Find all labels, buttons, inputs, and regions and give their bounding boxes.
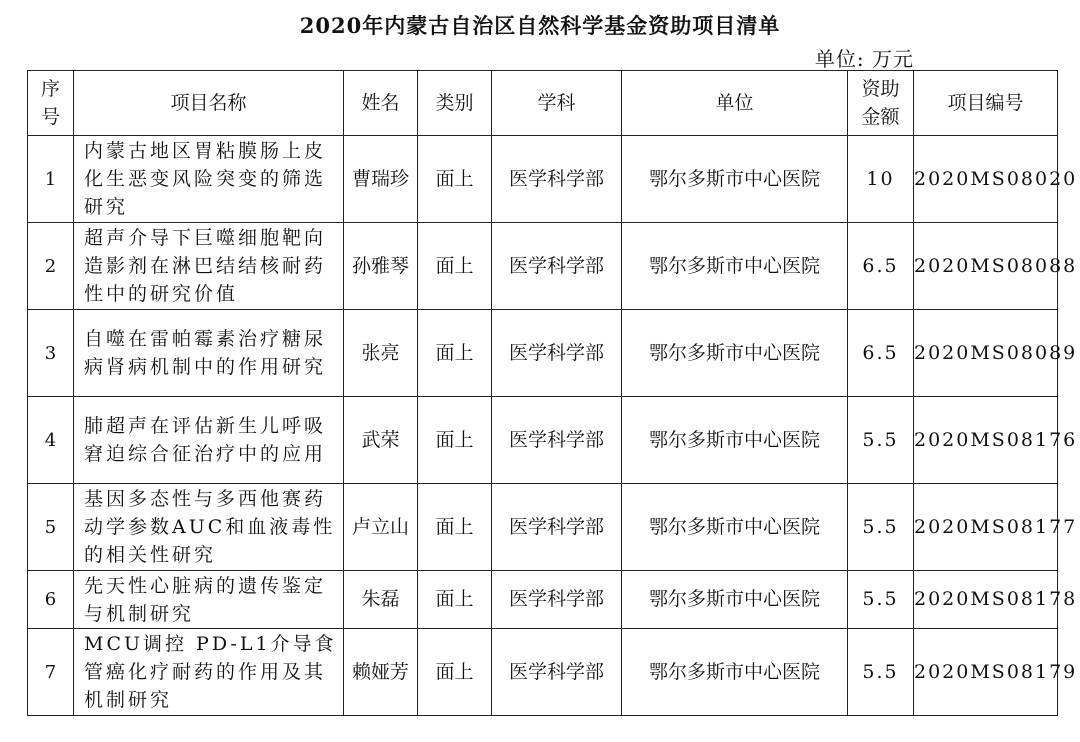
cell-no: 6 [28, 571, 74, 629]
cell-org: 鄂尔多斯市中心医院 [622, 223, 848, 310]
cell-org: 鄂尔多斯市中心医院 [622, 136, 848, 223]
cell-name: 孙雅琴 [344, 223, 418, 310]
cell-no: 7 [28, 629, 74, 716]
header-amount: 资助金额 [848, 71, 914, 136]
cell-project: 基因多态性与多西他赛药动学参数AUC和血液毒性的相关性研究 [74, 484, 344, 571]
cell-no: 4 [28, 397, 74, 484]
header-no: 序号 [28, 71, 74, 136]
table-row [28, 484, 1058, 571]
cell-code: 2020MS08020 [914, 136, 1058, 223]
cell-amount: 5.5 [848, 484, 914, 571]
cell-amount: 6.5 [848, 310, 914, 397]
cell-discipline: 医学科学部 [492, 223, 622, 310]
cell-name: 曹瑞珍 [344, 136, 418, 223]
cell-code: 2020MS08176 [914, 397, 1058, 484]
cell-name: 赖娅芳 [344, 629, 418, 716]
cell-no: 2 [28, 223, 74, 310]
cell-no: 3 [28, 310, 74, 397]
cell-discipline: 医学科学部 [492, 571, 622, 629]
table-row [28, 629, 1058, 716]
cell-no: 5 [28, 484, 74, 571]
cell-no: 1 [28, 136, 74, 223]
cell-org: 鄂尔多斯市中心医院 [622, 571, 848, 629]
table-row [28, 397, 1058, 484]
cell-category: 面上 [418, 397, 492, 484]
cell-org: 鄂尔多斯市中心医院 [622, 310, 848, 397]
cell-category: 面上 [418, 310, 492, 397]
header-code: 项目编号 [914, 71, 1058, 136]
cell-name: 张亮 [344, 310, 418, 397]
cell-code: 2020MS08179 [914, 629, 1058, 716]
table-row [28, 571, 1058, 629]
cell-amount: 5.5 [848, 629, 914, 716]
document-title: 2020年内蒙古自治区自然科学基金资助项目清单 [299, 13, 781, 38]
cell-amount: 5.5 [848, 571, 914, 629]
cell-category: 面上 [418, 571, 492, 629]
funding-table [27, 70, 1078, 716]
cell-amount: 5.5 [848, 397, 914, 484]
cell-discipline: 医学科学部 [492, 484, 622, 571]
cell-discipline: 医学科学部 [492, 136, 622, 223]
cell-category: 面上 [418, 223, 492, 310]
cell-code: 2020MS08088 [914, 223, 1058, 310]
cell-code: 2020MS08177 [914, 484, 1058, 571]
unit-label: 单位: 万元 [814, 47, 914, 71]
header-row [28, 71, 1058, 136]
cell-category: 面上 [418, 484, 492, 571]
header-project: 项目名称 [74, 71, 344, 136]
cell-project: 先天性心脏病的遗传鉴定与机制研究 [74, 571, 344, 629]
table-row [28, 223, 1058, 310]
cell-category: 面上 [418, 136, 492, 223]
cell-name: 朱磊 [344, 571, 418, 629]
cell-project: 超声介导下巨噬细胞靶向造影剂在淋巴结结核耐药性中的研究价值 [74, 223, 344, 310]
cell-code: 2020MS08178 [914, 571, 1058, 629]
cell-name: 武荣 [344, 397, 418, 484]
table-row [28, 310, 1058, 397]
header-discipline: 学科 [492, 71, 622, 136]
cell-name: 卢立山 [344, 484, 418, 571]
cell-project: MCU调控 PD-L1介导食管癌化疗耐药的作用及其机制研究 [74, 629, 344, 716]
cell-discipline: 医学科学部 [492, 310, 622, 397]
cell-code: 2020MS08089 [914, 310, 1058, 397]
cell-org: 鄂尔多斯市中心医院 [622, 629, 848, 716]
cell-discipline: 医学科学部 [492, 629, 622, 716]
cell-discipline: 医学科学部 [492, 397, 622, 484]
table-row [28, 136, 1058, 223]
header-name: 姓名 [344, 71, 418, 136]
cell-amount: 10 [848, 136, 914, 223]
cell-org: 鄂尔多斯市中心医院 [622, 484, 848, 571]
header-org: 单位 [622, 71, 848, 136]
cell-project: 肺超声在评估新生儿呼吸窘迫综合征治疗中的应用 [74, 397, 344, 484]
cell-project: 自噬在雷帕霉素治疗糖尿病肾病机制中的作用研究 [74, 310, 344, 397]
cell-amount: 6.5 [848, 223, 914, 310]
cell-category: 面上 [418, 629, 492, 716]
cell-project: 内蒙古地区胃粘膜肠上皮化生恶变风险突变的筛选研究 [74, 136, 344, 223]
header-category: 类别 [418, 71, 492, 136]
cell-org: 鄂尔多斯市中心医院 [622, 397, 848, 484]
